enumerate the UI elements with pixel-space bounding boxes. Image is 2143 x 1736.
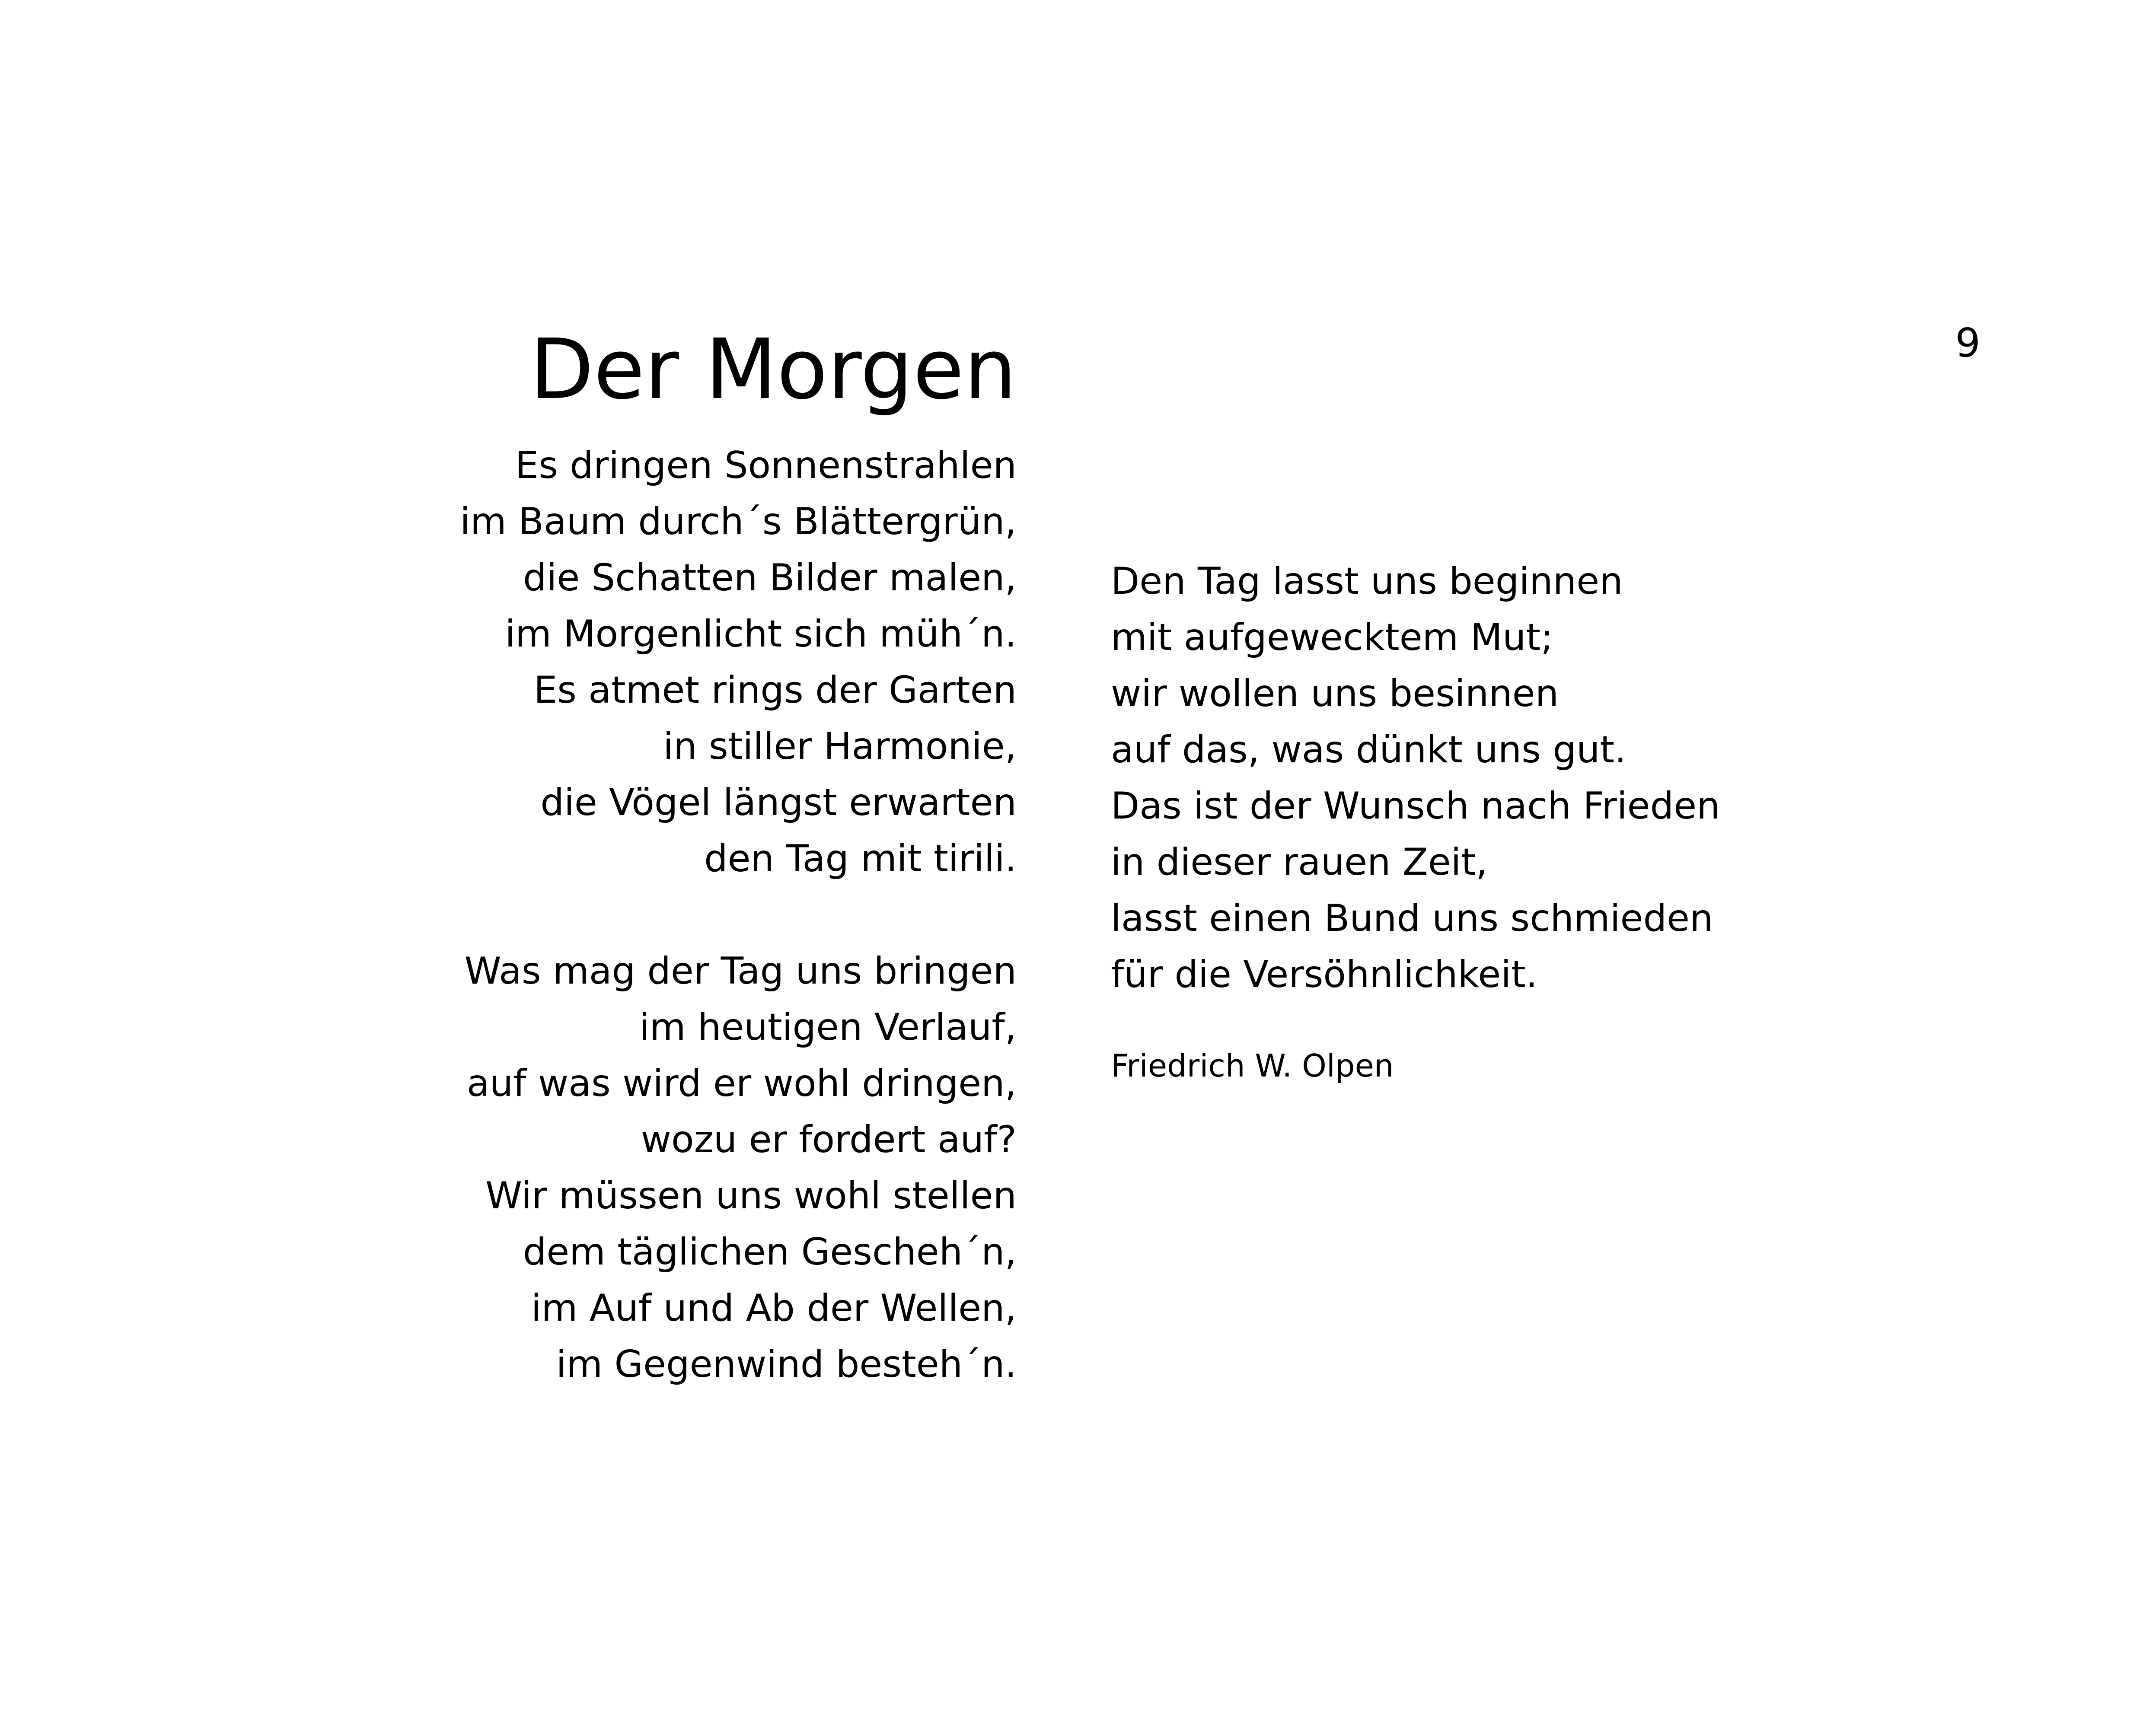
verse-line: Es dringen Sonnenstrahlen: [515, 444, 1017, 487]
verse-line: den Tag mit tirili.: [704, 837, 1017, 880]
verse-line: im Baum durch´s Blättergrün,: [460, 500, 1017, 543]
stanza-2: [259, 943, 1017, 1392]
verse-line: wozu er fordert auf?: [641, 1118, 1017, 1161]
verse-line: Wir müssen uns wohl stellen: [485, 1174, 1017, 1217]
stanza-1: [259, 437, 1017, 887]
verse-line: im Gegenwind besteh´n.: [556, 1343, 1017, 1386]
verse-line: dem täglichen Gescheh´n,: [523, 1230, 1017, 1274]
verse-line: mit aufgewecktem Mut;: [1111, 616, 1553, 659]
stanza-3: [1111, 553, 1932, 1003]
page-number: 9: [1955, 320, 1980, 366]
verse-line: Es atmet rings der Garten: [533, 669, 1017, 712]
verse-line: lasst einen Bund uns schmieden: [1111, 897, 1713, 940]
poem-title: Der Morgen: [529, 322, 1017, 418]
verse-line: im heutigen Verlauf,: [639, 1006, 1017, 1049]
author-name: Friedrich W. Olpen: [1111, 1048, 1394, 1084]
verse-line: im Auf und Ab der Wellen,: [531, 1287, 1017, 1330]
verse-line: in dieser rauen Zeit,: [1111, 841, 1488, 884]
verse-line: Was mag der Tag uns bringen: [464, 949, 1017, 993]
verse-line: auf das, was dünkt uns gut.: [1111, 728, 1626, 771]
left-column: [259, 322, 1017, 1392]
verse-line: die Vögel längst erwarten: [540, 781, 1017, 824]
verse-line: Das ist der Wunsch nach Frieden: [1111, 784, 1720, 828]
verse-line: für die Versöhnlichkeit.: [1111, 953, 1538, 996]
verse-line: wir wollen uns besinnen: [1111, 672, 1559, 715]
right-column: [1111, 553, 1932, 1084]
verse-line: in stiller Harmonie,: [663, 725, 1017, 768]
verse-line: die Schatten Bilder malen,: [523, 556, 1017, 599]
verse-line: im Morgenlicht sich müh´n.: [505, 612, 1017, 656]
verse-line: Den Tag lasst uns beginnen: [1111, 560, 1623, 603]
verse-line: auf was wird er wohl dringen,: [467, 1062, 1017, 1105]
